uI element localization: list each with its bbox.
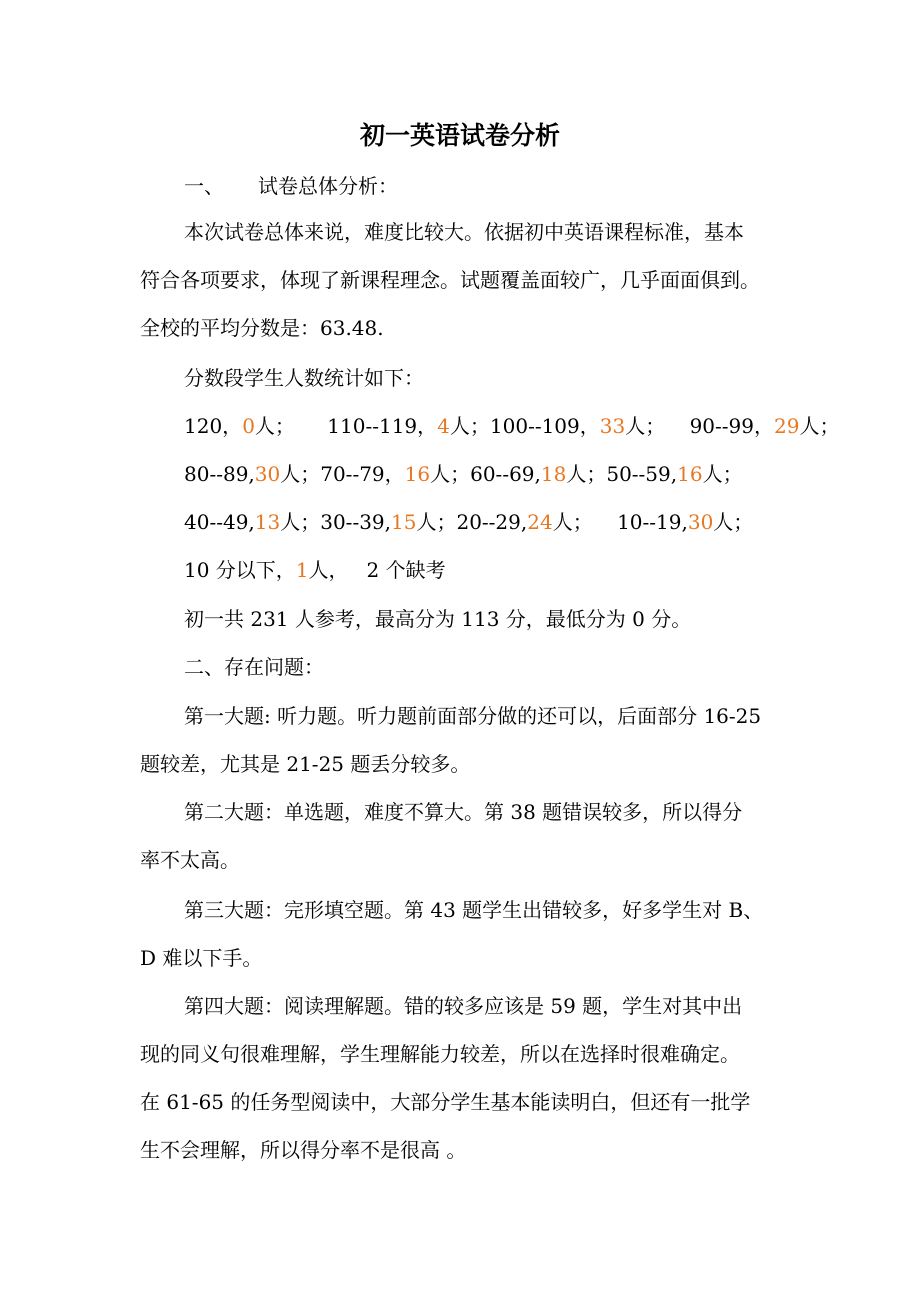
band-range: 20--29, — [456, 510, 528, 534]
score-band — [617, 510, 753, 534]
score-band — [456, 510, 592, 534]
band-unit: 人； — [430, 462, 471, 486]
overview-line-3: 全校的平均分数是：63.48. — [140, 316, 384, 340]
cloze-analysis-line-2: D 难以下手。 — [140, 946, 263, 970]
section1-heading-text: 试卷总体分析： — [258, 174, 398, 198]
section2-heading: 二、存在问题： — [184, 655, 324, 679]
band-unit: 人； — [416, 510, 457, 534]
band-count: 0 — [242, 414, 255, 438]
band-range: 40--49, — [184, 510, 255, 534]
listening-analysis-line-1: 第一大题: 听力题。听力题前面部分做的还可以，后面部分 16-25 — [184, 704, 762, 728]
score-band — [327, 414, 490, 438]
score-band — [320, 510, 456, 534]
reading-analysis-line-1: 第四大题：阅读理解题。错的较多应该是 59 题，学生对其中出 — [184, 994, 743, 1018]
score-band — [470, 462, 606, 486]
band-range: 100--109， — [489, 414, 600, 438]
band-unit: 人； — [552, 510, 593, 534]
band-range: 110--119， — [327, 414, 438, 438]
score-band — [690, 414, 840, 438]
band-unit: 人； — [799, 414, 840, 438]
band-unit: 人； — [280, 510, 321, 534]
band-count: 16 — [404, 462, 431, 486]
reading-analysis-line-2: 现的同义句很难理解，学生理解能力较差，所以在选择时很难确定。 — [140, 1042, 740, 1066]
band-unit: 人； — [280, 462, 321, 486]
cloze-analysis-line-1: 第三大题：完形填空题。第 43 题学生出错较多，好多学生对 B、 — [184, 898, 764, 922]
band-count: 30 — [254, 462, 281, 486]
band-range: 10--19, — [617, 510, 688, 534]
band-count: 33 — [599, 414, 626, 438]
score-band — [184, 462, 320, 486]
band-unit: 人； — [625, 414, 666, 438]
band-count: 16 — [677, 462, 703, 486]
band-count: 29 — [774, 414, 800, 438]
overview-line-2: 符合各项要求，体现了新课程理念。试题覆盖面较广，几乎面面俱到。 — [140, 268, 760, 292]
score-bands-row-2 — [184, 458, 743, 490]
score-band — [184, 414, 295, 438]
band-range: 70--79， — [320, 462, 405, 486]
single-choice-analysis-line-1: 第二大题：单选题，难度不算大。第 38 题错误较多，所以得分 — [184, 800, 743, 824]
band-unit: 人； — [566, 462, 607, 486]
band-unit: 人； — [713, 510, 754, 534]
band-count: 30 — [687, 510, 714, 534]
band-count: 13 — [254, 510, 281, 534]
band-unit: 人； — [254, 414, 295, 438]
reading-analysis-line-3: 在 61-65 的任务型阅读中，大部分学生基本能读明白，但还有一批学 — [140, 1090, 751, 1114]
score-band — [320, 462, 470, 486]
band-range: 90--99， — [689, 414, 774, 438]
score-bands-row-3 — [184, 506, 753, 538]
score-band — [606, 462, 742, 486]
band-count: 15 — [391, 510, 417, 534]
stats-intro: 分数段学生人数统计如下： — [184, 366, 424, 390]
score-band — [490, 414, 665, 438]
band-count: 18 — [540, 462, 567, 486]
section1-heading-number: 一、 — [184, 174, 224, 198]
band-range: 80--89, — [184, 462, 255, 486]
band-range: 50--59, — [606, 462, 678, 486]
band-range: 120， — [184, 414, 243, 438]
band-unit: 人； — [702, 462, 743, 486]
exam-summary: 初一共 231 人参考，最高分为 113 分，最低分为 0 分。 — [184, 607, 692, 631]
reading-analysis-line-4: 生不会理解，所以得分率不是很高 。 — [140, 1138, 467, 1162]
band-unit: 人； — [449, 414, 490, 438]
score-bands-row-4 — [184, 554, 446, 586]
score-bands-row-1 — [184, 410, 839, 442]
section1-heading — [184, 170, 398, 202]
band-range: 60--69, — [470, 462, 541, 486]
listening-analysis-line-2: 题较差，尤其是 21-25 题丢分较多。 — [140, 752, 471, 776]
absent-note: 2 个缺考 — [366, 558, 446, 582]
overview-line-1: 本次试卷总体来说，难度比较大。依据初中英语课程标准，基本 — [184, 220, 744, 244]
band-range: 30--39, — [320, 510, 392, 534]
single-choice-analysis-line-2: 率不太高。 — [140, 848, 240, 872]
score-band — [184, 510, 320, 534]
page-title: 初一英语试卷分析 — [359, 121, 560, 150]
band-count: 4 — [437, 414, 450, 438]
band-range: 10 分以下， — [184, 558, 296, 582]
score-band — [184, 558, 349, 582]
band-count: 1 — [295, 558, 309, 582]
band-count: 24 — [527, 510, 553, 534]
band-unit: 人， — [308, 558, 349, 582]
